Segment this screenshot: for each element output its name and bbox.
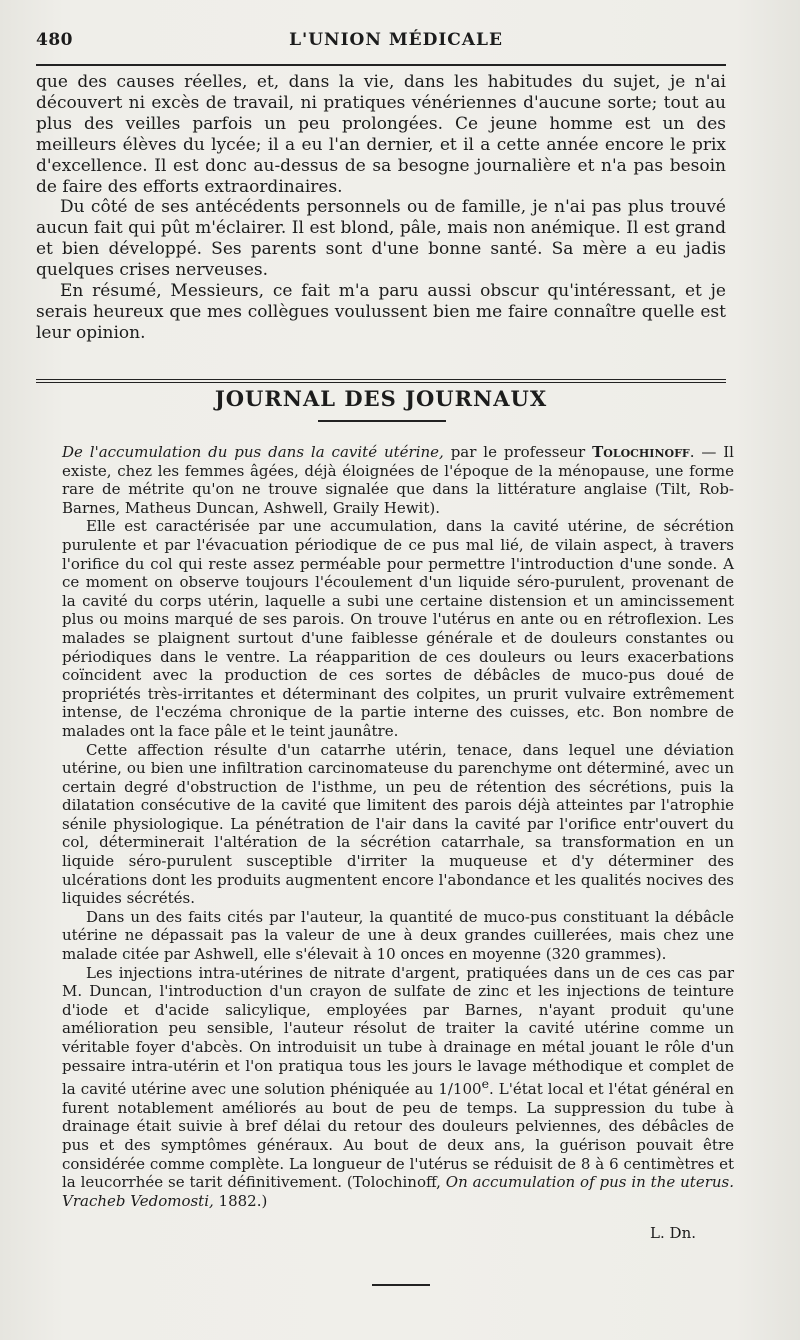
header-rule	[36, 64, 726, 66]
section-rule-top	[36, 379, 726, 380]
article-paragraph-5-text: Les injections intra-utérines de nitrate d'argent, pratiquées dans un de ces cas par M. Duncan, l'introduction d'un crayon de sulfate de zinc et les injections de teinture d'iode et d'acide salicylique, employées par Barnes, n'ayant produit qu'une amélioration peu sensible, l'auteur résolut de traiter la cavité utérine comme un véritable foyer d'abcès. On introduisit un tube à drainage en métal jouant le rôle d'un pessaire intra-utérin et l'on pratiqua tous les jours le lavage méthodique et complet de la cavité utérine avec une solution phéniquée au 1/100	[62, 963, 734, 1099]
ordinal-superscript: e	[481, 1076, 489, 1092]
intro-text	[36, 72, 726, 344]
intro-paragraph-1: que des causes réelles, et, dans la vie, dans les habitudes du sujet, je n'ai découvert ni excès de travail, ni pratiques vénériennes d'aucune sorte; tout au plus des veilles parfois un peu prolongées. Ce jeune homme est un des meilleurs élèves du lycée; il a eu l'an dernier, et il a cette année encore le prix d'excellence. Il est donc au-dessus de sa besogne journalière et n'a pas besoin de faire des efforts extraordinaires.	[36, 72, 726, 197]
bottom-rule	[372, 1284, 430, 1286]
article-text	[62, 443, 734, 1210]
intro-paragraph-2: Du côté de ses antécédents personnels ou de famille, je n'ai pas plus trouvé aucun fait qui pût m'éclairer. Il est blond, pâle, mais non anémique. Il est grand et bien développé. Ses parents sont d'une bonne santé. Sa mère a eu jadis quelques crises nerveuses.	[36, 197, 726, 281]
intro-paragraph-3: En résumé, Messieurs, ce fait m'a paru aussi obscur qu'intéressant, et je serais heureux que mes collègues voulussent bien me faire connaître quelle est leur opinion.	[36, 281, 726, 343]
article-source-year: 1882.)	[213, 1191, 268, 1210]
journal-title: L'UNION MÉDICALE	[289, 30, 503, 50]
section-rule-top-2	[36, 382, 726, 383]
article-paragraph-2: Elle est caractérisée par une accumulation, dans la cavité utérine, de sécrétion purulente et par l'évacuation périodique de ce pus mal lié, de vilain aspect, à travers l'orifice du col qui reste assez perméable pour permettre l'introduction d'une sonde. A ce moment on observe toujours l'écoulement d'un liquide séro-purulent, provenant de la cavité du corps utérin, laquelle a subi une certaine distension et un amincissement plus ou moins marqué de ses parois. On trouve l'utérus en ante ou en rétroflexion. Les malades se plaignent surtout d'une faiblesse générale et de douleurs constantes ou périodiques dans le ventre. La réapparition de ces douleurs ou leurs exacerbations coïncident avec la production de ces sortes de débâcles de muco-pus doué de propriétés très-irritantes et déterminant des colpites, un prurit vulvaire extrêmement intense, de l'eczéma chronique de la partie interne des cuisses, etc. Bon nombre de malades ont la face pâle et le teint jaunâtre.	[62, 517, 734, 740]
article-lead-text: . — Il existe, chez les femmes âgées, déjà éloignées de l'époque de la ménopause, une forme rare de métrite qu'on ne trouve signalée que dans la littérature anglaise (Tilt, Rob-Barnes, Matheus Duncan, Ashwell, Graily Hewit).	[62, 443, 734, 517]
article-signature: L. Dn.	[650, 1224, 696, 1242]
article-paragraph-3: Cette affection résulte d'un catarrhe utérin, tenace, dans lequel une déviation utérine, ou bien une infiltration carcinomateuse du parenchyme ont déterminé, avec un certain degré d'obstruction de l'isthme, un peu de rétention des sécrétions, puis la dilatation consécutive de la cavité que limitent des parois déjà atteintes par l'atrophie sénile physiologique. La pénétration de l'air dans la cavité par l'orifice entr'ouvert du col, déterminerait l'altération de la sécrétion catarrhale, sa transformation en un liquide séro-purulent susceptible d'irriter la muqueuse et d'y déterminer des ulcérations dont les produits augmentent encore l'abondance et les qualités nocives des liquides sécrétés.	[62, 740, 734, 908]
section-title-underline	[318, 420, 446, 422]
article-byline: par le professeur	[443, 443, 593, 461]
article-title: De l'accumulation du pus dans la cavité utérine,	[62, 443, 444, 461]
section-title: JOURNAL DES JOURNAUX	[214, 386, 548, 411]
article-source: On accumulation of pus in the uterus. Vracheb Vedomosti,	[62, 1173, 734, 1210]
running-header	[36, 30, 756, 60]
article-paragraph-4: Dans un des faits cités par l'auteur, la quantité de muco-pus constituant la débâcle utérine ne dépassait pas la valeur de une à deux grandes cuillerées, mais chez une malade citée par Ashwell, elle s'élevait à 10 onces en moyenne (320 grammes).	[62, 907, 734, 964]
page-number: 480	[36, 30, 73, 50]
article-paragraph-5-continued: . L'état local et l'état général en furent notablement améliorés au bout de peu de temps. La suppression du tube à drainage était suivie à bref délai du retour des douleurs pelviennes, des débâcles de pus et des symptômes généraux. Au bout de deux ans, la guérison pouvait être considérée comme complète. La longueur de l'utérus se réduisit de 8 à 6 centimètres et la leucorrhée se tarit définitivement. (Tolochinoff,	[62, 1080, 734, 1192]
article-lead-paragraph	[62, 443, 734, 517]
article-author: Tolochinoff	[592, 443, 690, 461]
article-paragraph-5	[62, 964, 734, 1211]
